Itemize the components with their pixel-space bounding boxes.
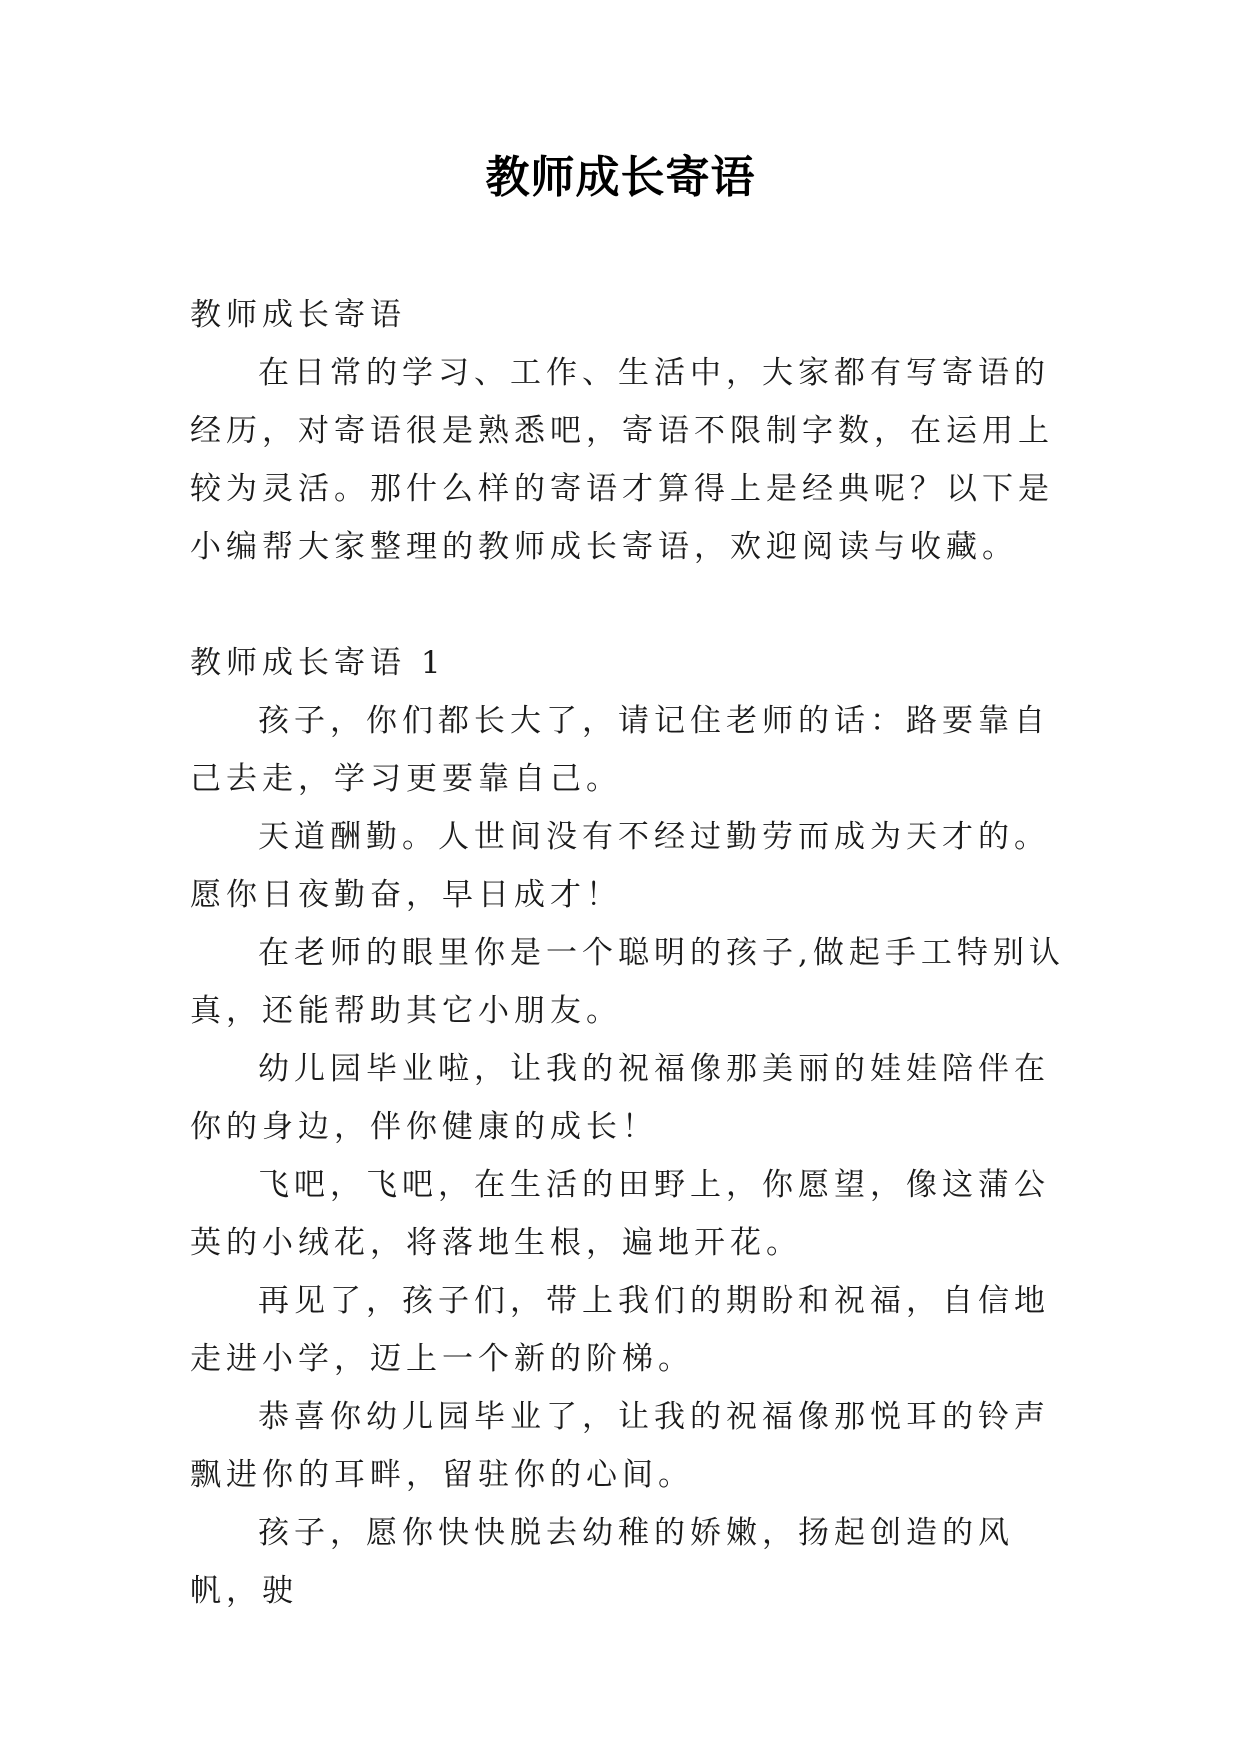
section-spacer <box>190 576 1070 634</box>
document-body <box>190 286 1070 1620</box>
section-paragraph: 幼儿园毕业啦，让我的祝福像那美丽的娃娃陪伴在你的身边，伴你健康的成长！ <box>190 1051 1050 1145</box>
section-paragraph: 天道酬勤。人世间没有不经过勤劳而成为天才的。愿你日夜勤奋，早日成才！ <box>190 819 1050 913</box>
section-paragraph: 再见了，孩子们，带上我们的期盼和祝福，自信地走进小学，迈上一个新的阶梯。 <box>190 1283 1050 1377</box>
section-paragraph: 孩子，愿你快快脱去幼稚的娇嫩，扬起创造的风帆，驶 <box>190 1515 1014 1609</box>
section-paragraph: 孩子，你们都长大了，请记住老师的话：路要靠自己去走，学习更要靠自己。 <box>190 703 1050 797</box>
section-heading: 教师成长寄语 1 <box>190 645 446 681</box>
section-paragraph: 恭喜你幼儿园毕业了，让我的祝福像那悦耳的铃声飘进你的耳畔，留驻你的心间。 <box>190 1399 1050 1493</box>
section-paragraph: 飞吧，飞吧，在生活的田野上，你愿望，像这蒲公英的小绒花，将落地生根，遍地开花。 <box>190 1167 1050 1261</box>
intro-heading: 教师成长寄语 <box>190 297 406 333</box>
document-title: 教师成长寄语 <box>485 152 756 203</box>
intro-paragraph: 在日常的学习、工作、生活中，大家都有写寄语的经历，对寄语很是熟悉吧，寄语不限制字数，在运用上较为灵活。那什么样的寄语才算得上是经典呢？以下是小编帮大家整理的教师成长寄语，欢迎阅读与收藏。 <box>190 355 1054 565</box>
section-paragraph: 在老师的眼里你是一个聪明的孩子,做起手工特别认真，还能帮助其它小朋友。 <box>190 935 1065 1029</box>
